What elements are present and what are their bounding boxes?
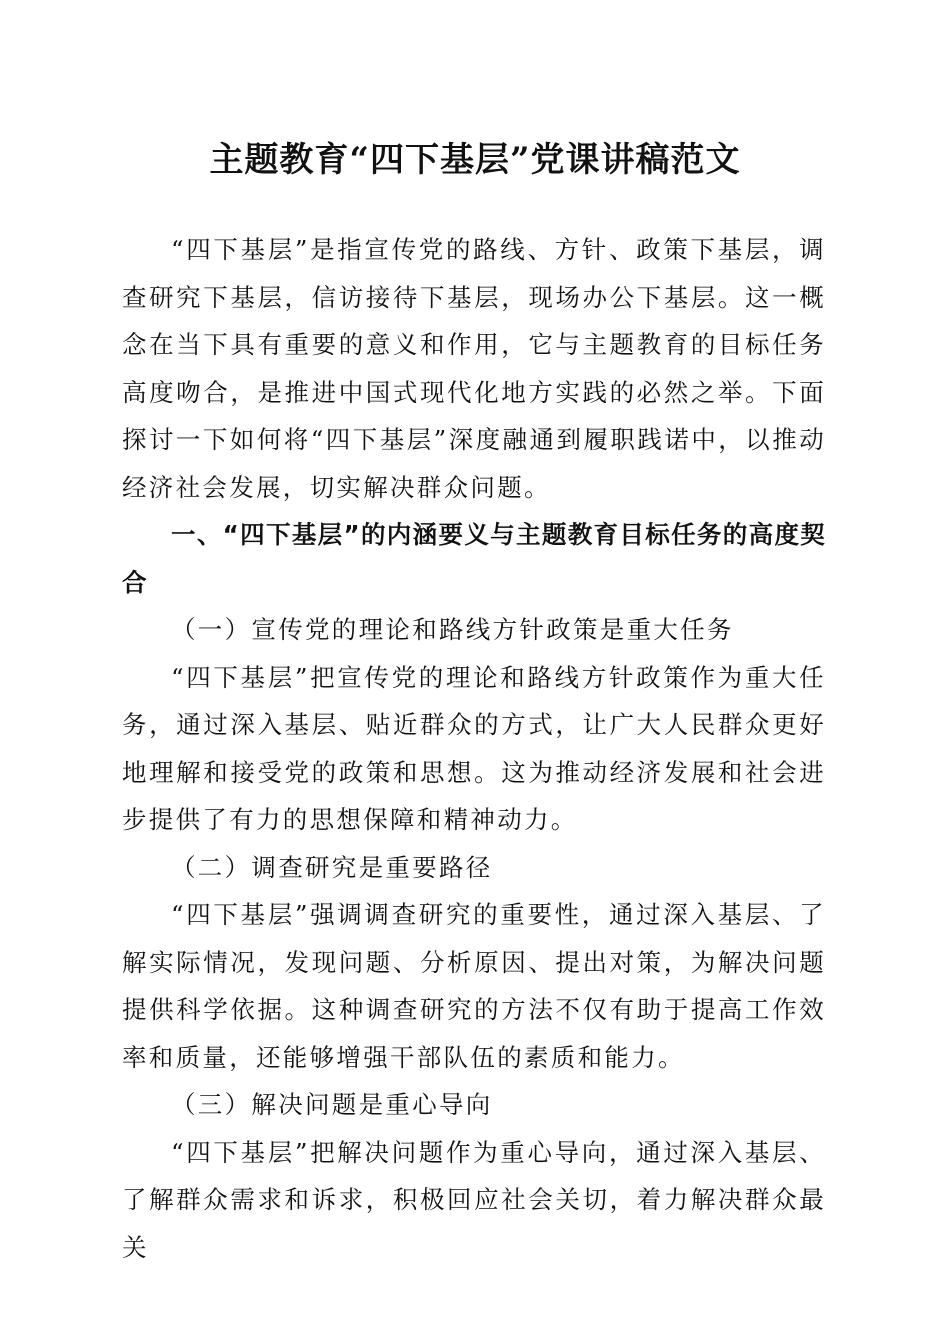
subsection-3-paragraph: “四下基层”把解决问题作为重心导向，通过深入基层、了解群众需求和诉求，积极回应社会关切，着力解决群众最关 xyxy=(122,1137,826,1262)
subsection-1-heading: （一）宣传党的理论和路线方针政策是重大任务 xyxy=(171,615,734,644)
subsection-3-heading: （三）解决问题是重心导向 xyxy=(171,1090,493,1119)
document-title: 主题教育“四下基层”党课讲稿范文 xyxy=(209,140,741,180)
intro-paragraph: “四下基层”是指宣传党的路线、方针、政策下基层，调查研究下基层，信访接待下基层，现场办公下基层。这一概念在当下具有重要的意义和作用，它与主题教育的目标任务高度吻合，是推进中国式现代化地方实践的必然之举。下面探讨一下如何将“四下基层”深度融通到履职践诺中，以推动经济社会发展，切实解决群众问题。 xyxy=(122,235,826,502)
subsection-2-heading: （二）调查研究是重要路径 xyxy=(171,852,493,882)
subsection-2-paragraph: “四下基层”强调调查研究的重要性，通过深入基层、了解实际情况，发现问题、分析原因、提出对策，为解决问题提供科学依据。这种调查研究的方法不仅有助于提高工作效率和质量，还能够增强干部队伍的素质和能力。 xyxy=(122,900,826,1072)
document-body xyxy=(122,226,826,1271)
section-1-heading: 一、“四下基层”的内涵要义与主题教育目标任务的高度契合 xyxy=(122,520,826,597)
subsection-1-paragraph: “四下基层”把宣传党的理论和路线方针政策作为重大任务，通过深入基层、贴近群众的方式，让广大人民群众更好地理解和接受党的政策和思想。这为推动经济发展和社会进步提供了有力的思想保障和精神动力。 xyxy=(122,662,826,834)
